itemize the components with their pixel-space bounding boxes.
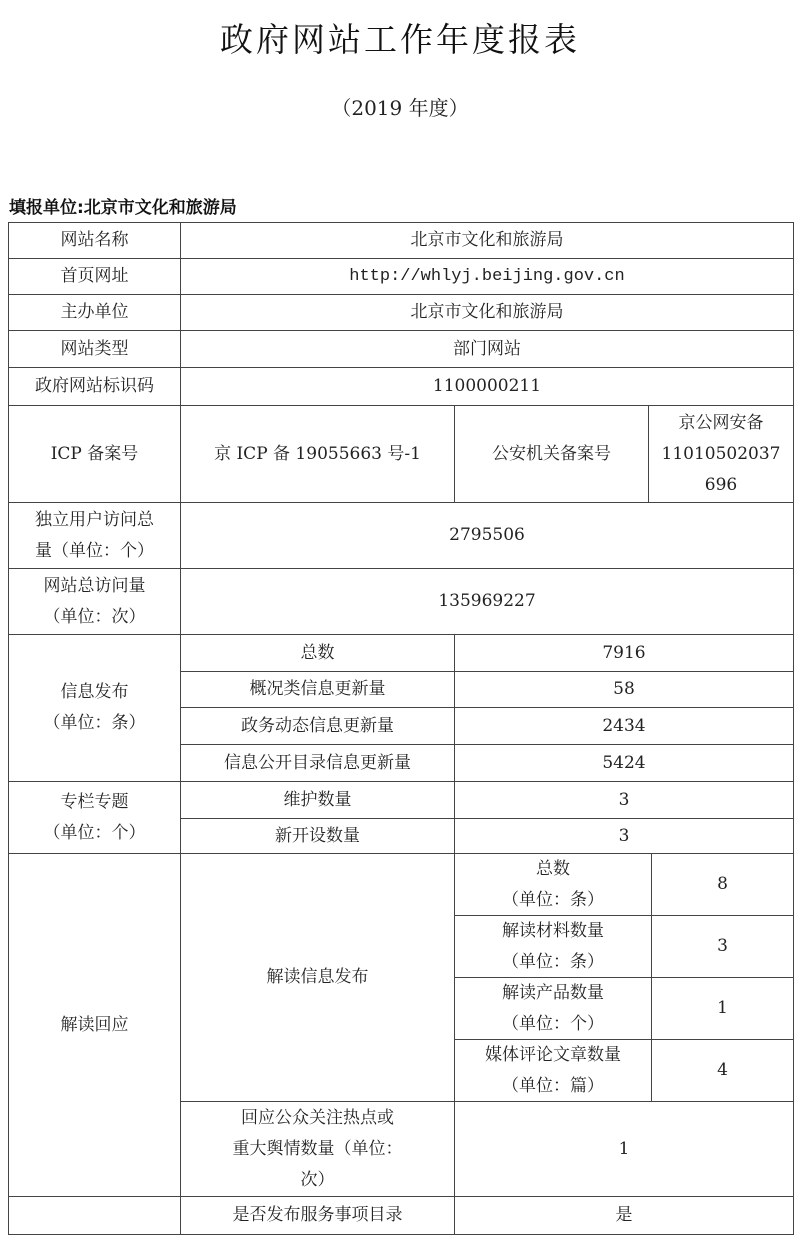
special-columns-row-value: 3 [454, 781, 794, 819]
unique-visitors-label [8, 502, 181, 569]
label-line: 媒体评论文章数量 [485, 1044, 621, 1065]
info-release-row-value: 2434 [454, 707, 794, 745]
reporting-unit: 填报单位:北京市文化和旅游局 [9, 198, 237, 218]
label-line: 次） [300, 1169, 335, 1190]
label-line: （单位：个） [43, 822, 146, 843]
label-line: （单位：篇） [502, 1075, 604, 1096]
service-catalog-label: 是否发布服务事项目录 [180, 1196, 455, 1235]
site-id-code-label: 政府网站标识码 [8, 367, 181, 406]
site-name-label: 网站名称 [8, 222, 181, 259]
unique-visitors-value: 2795506 [180, 502, 794, 569]
special-columns-row-label: 新开设数量 [180, 818, 455, 854]
label-line: （单位：条） [502, 889, 604, 910]
interpretation-label: 解读回应 [8, 853, 181, 1197]
host-unit-value: 北京市文化和旅游局 [180, 294, 794, 331]
service-catalog-value: 是 [454, 1196, 794, 1235]
police-record-label: 公安机关备案号 [454, 405, 649, 503]
label-line: 回应公众关注热点或 [241, 1107, 394, 1128]
interpretation-row-value: 1 [651, 977, 794, 1040]
interpretation-release-label: 解读信息发布 [180, 853, 455, 1102]
police-record-line: 11010502037 [661, 443, 781, 464]
report-title: 政府网站工作年度报表 [220, 20, 580, 59]
label-line: （单位：个） [502, 1013, 604, 1034]
icp-value: 京 ICP 备 19055663 号-1 [180, 405, 455, 503]
interpretation-row-label [454, 977, 652, 1040]
label-line: 专栏专题 [60, 791, 129, 812]
police-record-line: 京公网安备 [678, 412, 764, 433]
info-release-row-label: 信息公开目录信息更新量 [180, 744, 455, 782]
special-columns-row-label: 维护数量 [180, 781, 455, 819]
info-release-row-value: 5424 [454, 744, 794, 782]
interpretation-row-value: 8 [651, 853, 794, 916]
report-year: （2019 年度） [331, 96, 469, 120]
label-line: （单位：条） [502, 951, 604, 972]
label-line: （单位：条） [43, 713, 146, 733]
homepage-url-value: http://whlyj.beijing.gov.cn [180, 258, 794, 295]
info-release-row-label: 总数 [180, 634, 455, 672]
interpretation-row-value: 4 [651, 1039, 794, 1102]
interpretation-row-value: 3 [651, 915, 794, 978]
total-visits-label [8, 568, 181, 635]
label-line: 信息发布 [60, 682, 129, 702]
public-response-label [180, 1101, 455, 1197]
label-line: 量（单位：个） [35, 540, 154, 561]
label-line: 独立用户访问总 [35, 509, 154, 530]
info-release-row-value: 7916 [454, 634, 794, 672]
label-line: 网站总访问量 [43, 575, 146, 596]
label-line: （单位：次） [43, 606, 146, 627]
host-unit-label: 主办单位 [8, 294, 181, 331]
service-catalog-empty-cell [8, 1196, 181, 1235]
interpretation-row-label [454, 853, 652, 916]
homepage-url-label: 首页网址 [8, 258, 181, 295]
police-record-value [648, 405, 794, 503]
special-columns-row-value: 3 [454, 818, 794, 854]
site-name-value: 北京市文化和旅游局 [180, 222, 794, 259]
site-type-label: 网站类型 [8, 330, 181, 368]
label-line: 解读产品数量 [502, 982, 604, 1003]
site-type-value: 部门网站 [180, 330, 794, 368]
label-line: 总数 [536, 858, 570, 879]
info-release-label [8, 634, 181, 782]
police-record-line: 696 [704, 474, 738, 495]
info-release-row-value: 58 [454, 671, 794, 708]
label-line: 重大舆情数量（单位： [232, 1138, 403, 1159]
label-line: 解读材料数量 [502, 920, 604, 941]
interpretation-row-label [454, 1039, 652, 1102]
special-columns-label [8, 781, 181, 854]
total-visits-value: 135969227 [180, 568, 794, 635]
info-release-row-label: 政务动态信息更新量 [180, 707, 455, 745]
interpretation-row-label [454, 915, 652, 978]
public-response-value: 1 [454, 1101, 794, 1197]
icp-label: ICP 备案号 [8, 405, 181, 503]
site-id-code-value: 1100000211 [180, 367, 794, 406]
info-release-row-label: 概况类信息更新量 [180, 671, 455, 708]
